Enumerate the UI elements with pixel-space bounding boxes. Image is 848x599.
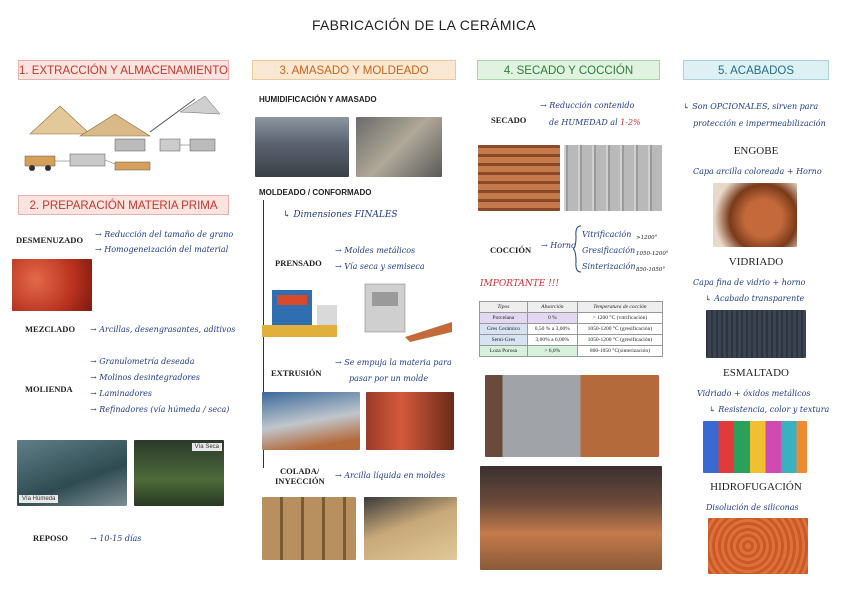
photo-horno-2 bbox=[480, 466, 662, 570]
label-hidrofugacion: HIDROFUGACIÓN bbox=[710, 481, 802, 493]
note-extrusion-2: pasar por un molde bbox=[349, 374, 429, 383]
section-header-acabados: 5. ACABADOS bbox=[683, 60, 829, 80]
label-colada: COLADA/ bbox=[280, 466, 320, 476]
table-row bbox=[480, 313, 663, 324]
photo-vidriado bbox=[706, 310, 806, 358]
photo-extrusion-2 bbox=[366, 392, 454, 450]
extraction-diagram bbox=[20, 84, 230, 174]
note-hidrofugacion: Disolución de siliconas bbox=[706, 503, 799, 512]
col-header-tipos: Tipos bbox=[480, 302, 528, 313]
note-colada: → Arcilla líquida en moldes bbox=[335, 471, 446, 480]
photo-colada-2 bbox=[364, 497, 457, 560]
cell-absorcion: 3,00% a 6,00% bbox=[527, 335, 577, 346]
photo-prensa-1 bbox=[262, 285, 342, 345]
tag-via-seca: Vía Seca bbox=[192, 443, 222, 451]
note-engobe: Capa arcilla coloreada + Horno bbox=[693, 167, 822, 176]
note-vidriado-2: ↳ Acabado transparente bbox=[705, 294, 805, 303]
photo-via-humeda bbox=[17, 440, 127, 506]
section-header-extraccion: 1. EXTRACCIÓN Y ALMACENAMIENTO bbox=[18, 60, 229, 80]
photo-prensa-2 bbox=[360, 282, 455, 344]
note-desmenuzado-2: → Homogeneización del material bbox=[95, 245, 229, 254]
photo-engobe bbox=[713, 183, 797, 247]
table-row bbox=[480, 335, 663, 346]
cell-tipo: Porcelana bbox=[480, 313, 528, 324]
label-reposo: REPOSO bbox=[33, 533, 68, 543]
photo-crushed-clay bbox=[12, 259, 92, 311]
note-moldeado: ↳ Dimensiones FINALES bbox=[283, 210, 398, 220]
note-horno: → Horno bbox=[541, 241, 576, 250]
label-importante: IMPORTANTE !!! bbox=[480, 279, 559, 289]
photo-esmaltado bbox=[703, 421, 807, 473]
note-acabados-1: ↳ Son OPCIONALES, sirven para bbox=[683, 102, 819, 111]
label-moldeado: MOLDEADO / CONFORMADO bbox=[259, 188, 372, 197]
photo-amasadora-2 bbox=[356, 117, 442, 177]
ceramic-types-table bbox=[479, 301, 663, 357]
tag-via-humeda: Vía Húmeda bbox=[19, 495, 58, 503]
note-mezclado: → Arcillas, desengrasantes, aditivos bbox=[90, 325, 236, 334]
photo-extrusion-1 bbox=[262, 392, 360, 450]
cell-temperatura: 1050-1200 °C (gresificación) bbox=[577, 335, 662, 346]
note-molienda-3: → Laminadores bbox=[90, 389, 152, 398]
phase-vitrificacion: Vitrificación bbox=[582, 230, 632, 239]
note-prensado-2: → Vía seca y semiseca bbox=[335, 262, 425, 271]
cell-absorcion: 0 % bbox=[527, 313, 577, 324]
label-prensado: PRENSADO bbox=[275, 258, 322, 268]
label-secado: SECADO bbox=[491, 115, 527, 125]
label-humidificacion: HUMIDIFICACIÓN Y AMASADO bbox=[259, 95, 377, 104]
cell-tipo: Loza Porosa bbox=[480, 346, 528, 357]
photo-hidrofugacion bbox=[708, 518, 808, 574]
table-row bbox=[480, 346, 663, 357]
note-secado-pct: 1-2% bbox=[620, 118, 641, 127]
temp-gresificacion: 1050-1200° bbox=[636, 251, 669, 257]
note-acabados-2: protección e impermeabilización bbox=[693, 119, 826, 128]
label-vidriado: VIDRIADO bbox=[728, 256, 784, 268]
cell-temperatura: 1050-1200 °C (gresificación) bbox=[577, 324, 662, 335]
note-reposo: → 10-15 días bbox=[90, 534, 142, 543]
note-molienda-4: → Refinadores (vía húmeda / seca) bbox=[90, 405, 230, 414]
note-secado-1: → Reducción contenido bbox=[540, 101, 635, 110]
cell-tipo: Gres Cerámico bbox=[480, 324, 528, 335]
note-molienda-1: → Granulometría deseada bbox=[90, 357, 195, 366]
temp-sinterizacion: 850-1050° bbox=[636, 267, 666, 273]
photo-secado-2 bbox=[564, 145, 662, 211]
note-secado-2: de HUMEDAD al 1-2% bbox=[549, 118, 641, 127]
table-row bbox=[480, 324, 663, 335]
cell-temperatura: > 1200 °C (vitrificación) bbox=[577, 313, 662, 324]
label-engobe: ENGOBE bbox=[733, 145, 779, 157]
section-header-amasado: 3. AMASADO Y MOLDEADO bbox=[252, 60, 456, 80]
photo-via-seca bbox=[134, 440, 224, 506]
note-extrusion-1: → Se empuja la materia para bbox=[335, 358, 452, 367]
col-header-absorcion: Absorción bbox=[527, 302, 577, 313]
photo-horno-1 bbox=[485, 375, 659, 457]
label-molienda: MOLIENDA bbox=[25, 384, 73, 394]
photo-colada-1 bbox=[262, 497, 356, 560]
cell-absorcion: > 6,0% bbox=[527, 346, 577, 357]
label-inyeccion: INYECCIÓN bbox=[275, 476, 325, 486]
note-esmaltado-2: ↳ Resistencia, color y textura bbox=[709, 405, 830, 414]
label-coccion: COCCIÓN bbox=[490, 245, 532, 255]
label-extrusion: EXTRUSIÓN bbox=[271, 368, 322, 378]
note-desmenuzado-1: → Reducción del tamaño de grano bbox=[95, 230, 234, 239]
section-header-secado: 4. SECADO Y COCCIÓN bbox=[477, 60, 660, 80]
phase-gresificacion: Gresificación bbox=[582, 246, 636, 255]
cell-tipo: Semi-Gres bbox=[480, 335, 528, 346]
cell-temperatura: 800-1050 °C(sinterización) bbox=[577, 346, 662, 357]
photo-secado-1 bbox=[478, 145, 560, 211]
label-esmaltado: ESMALTADO bbox=[723, 367, 789, 379]
col-header-temperatura: Temperatura de cocción bbox=[577, 302, 662, 313]
note-molienda-2: → Molinos desintegradores bbox=[90, 373, 200, 382]
page-title: FABRICACIÓN DE LA CERÁMICA bbox=[311, 17, 537, 33]
label-desmenuzado: DESMENUZADO bbox=[16, 235, 84, 245]
section-header-preparacion: 2. PREPARACIÓN MATERIA PRIMA bbox=[18, 195, 229, 215]
label-mezclado: MEZCLADO bbox=[25, 324, 76, 334]
cell-absorcion: 0,50 % a 3,00% bbox=[527, 324, 577, 335]
phase-sinterizacion: Sinterización bbox=[582, 262, 636, 271]
note-esmaltado-1: Vidriado + óxidos metálicos bbox=[697, 389, 811, 398]
temp-vitrificacion: >1200° bbox=[636, 235, 658, 241]
note-vidriado-1: Capa fina de vidrio + horno bbox=[693, 278, 806, 287]
photo-amasadora-1 bbox=[255, 117, 349, 177]
note-prensado-1: → Moldes metálicos bbox=[335, 246, 416, 255]
